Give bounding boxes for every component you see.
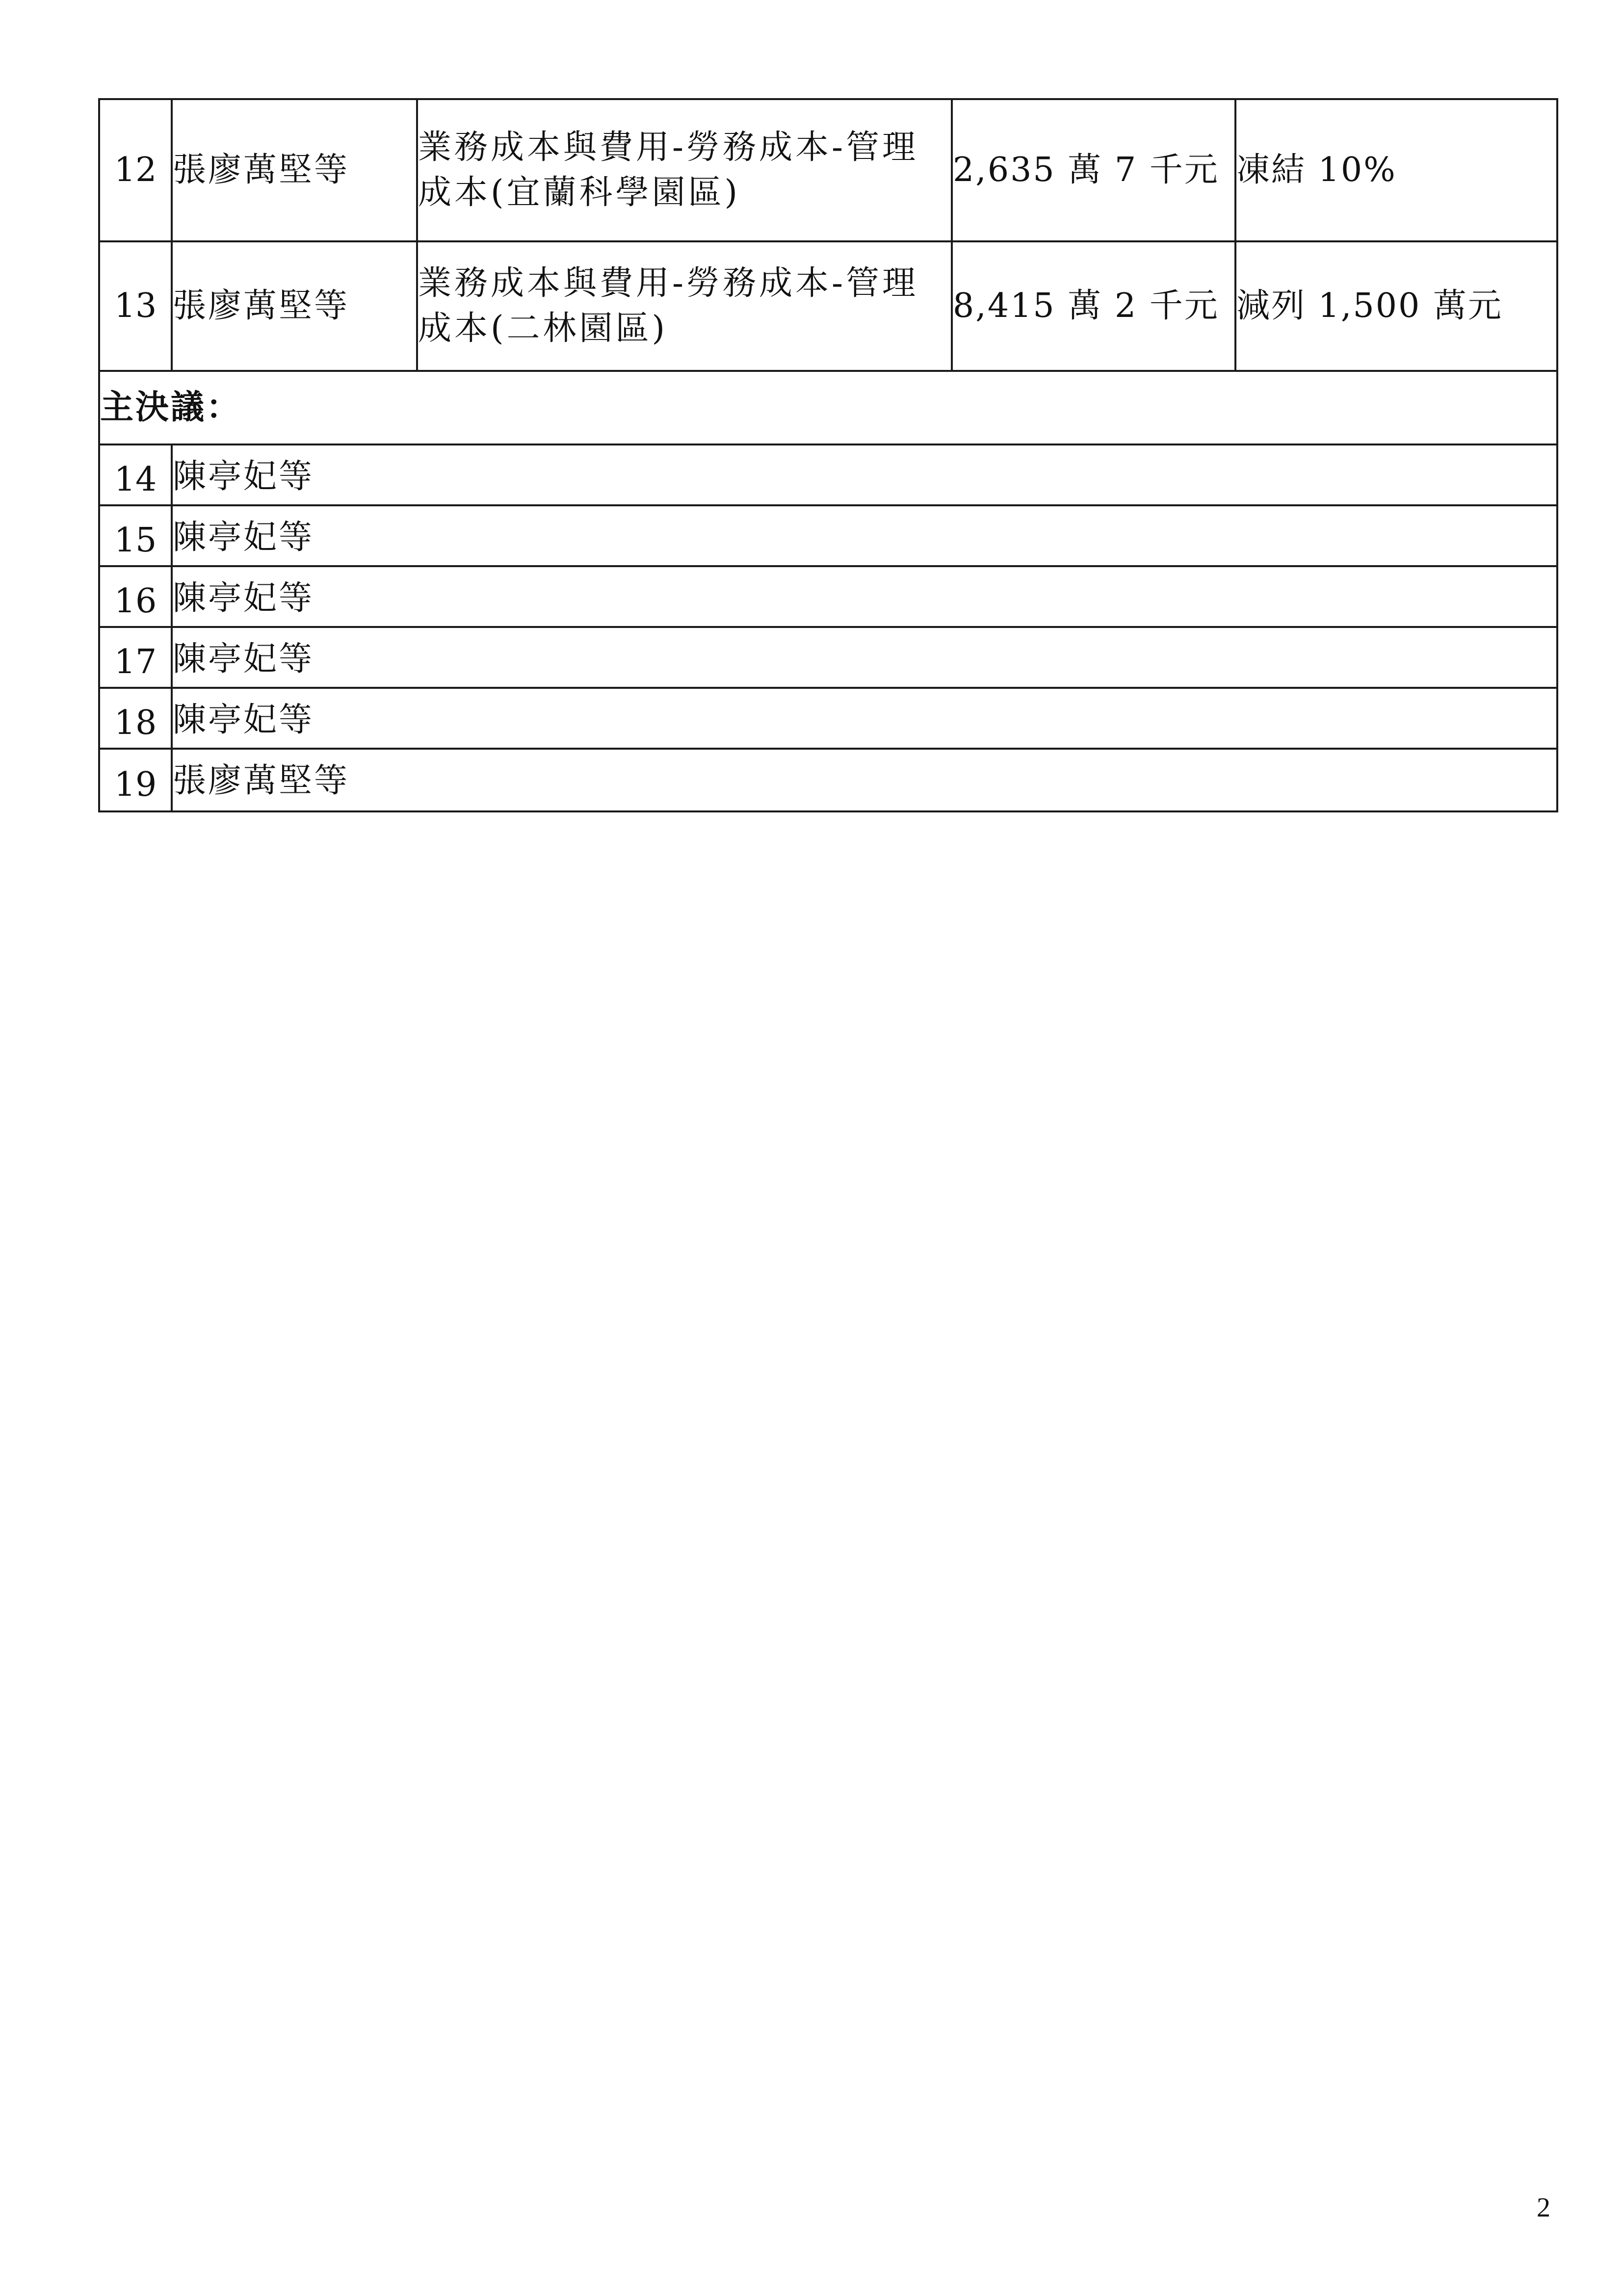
budget-item: 業務成本與費用-勞務成本-管理成本(宜蘭科學園區) (417, 99, 952, 241)
section-row (99, 371, 1557, 444)
budget-item: 業務成本與費用-勞務成本-管理成本(二林園區) (417, 241, 952, 371)
page-number: 2 (1537, 2192, 1550, 2223)
table-row (99, 505, 1557, 566)
row-number: 16 (99, 566, 172, 627)
proposer-name: 張廖萬堅等 (172, 241, 417, 371)
table-row (99, 99, 1557, 241)
proposer-name: 陳亭妃等 (172, 505, 1557, 566)
table-row (99, 566, 1557, 627)
table-row (99, 627, 1557, 688)
row-number: 18 (99, 688, 172, 749)
motions-table (98, 98, 1558, 812)
table-row (99, 749, 1557, 811)
section-heading: 主決議： (99, 371, 1557, 444)
proposer-name: 陳亭妃等 (172, 688, 1557, 749)
table-row (99, 444, 1557, 505)
proposer-name: 陳亭妃等 (172, 566, 1557, 627)
row-number: 17 (99, 627, 172, 688)
row-number: 15 (99, 505, 172, 566)
proposer-name: 張廖萬堅等 (172, 749, 1557, 811)
proposer-name: 張廖萬堅等 (172, 99, 417, 241)
row-number: 12 (99, 99, 172, 241)
table-row (99, 688, 1557, 749)
resolution: 減列 1,500 萬元 (1235, 241, 1557, 371)
budget-amount: 8,415 萬 2 千元 (952, 241, 1235, 371)
proposer-name: 陳亭妃等 (172, 444, 1557, 505)
table-row (99, 241, 1557, 371)
row-number: 19 (99, 749, 172, 811)
resolution: 凍結 10% (1235, 99, 1557, 241)
row-number: 13 (99, 241, 172, 371)
budget-amount: 2,635 萬 7 千元 (952, 99, 1235, 241)
row-number: 14 (99, 444, 172, 505)
proposer-name: 陳亭妃等 (172, 627, 1557, 688)
